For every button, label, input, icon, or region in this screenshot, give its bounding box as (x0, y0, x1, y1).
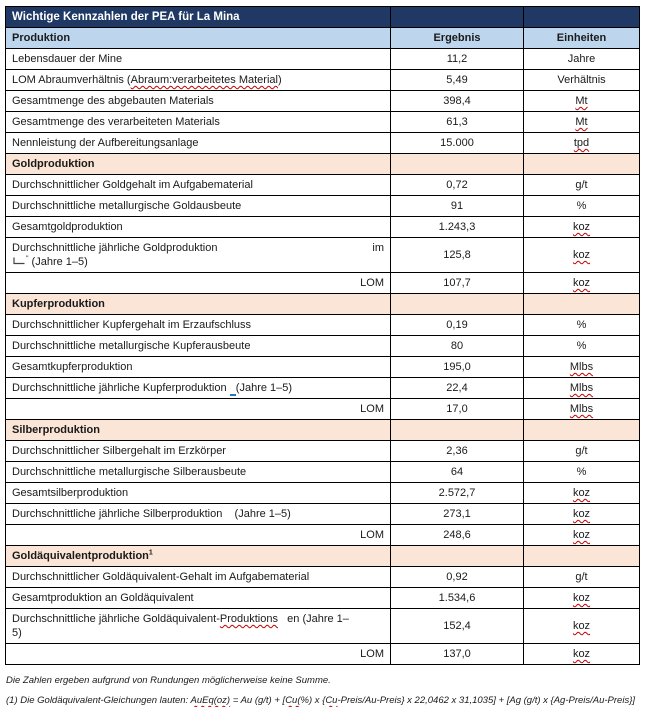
label-cell: Gesamtsilberproduktion (6, 483, 391, 504)
gold-equivalent-footnote: (1) Die Goldäquivalent-Gleichungen lauten: AuEq(oz) = Au (g/t) + [Cu(%) x {Cu-Preis/Au-Preis} x 22,0462 x 31,1035] + [Ag (g/t) x {Ag-Preis/Au-Preis}] (6, 695, 636, 706)
label-cell: LOM (6, 273, 391, 294)
value-cell: 195,0 (391, 357, 524, 378)
data-row (6, 70, 640, 91)
value-cell: 5,49 (391, 70, 524, 91)
value-cell: 64 (391, 462, 524, 483)
data-row (6, 483, 640, 504)
unit-cell: % (524, 315, 640, 336)
unit-cell (524, 294, 640, 315)
value-cell: 11,2 (391, 49, 524, 70)
unit-cell: Mlbs (524, 399, 640, 420)
label-cell: Gesamtproduktion an Goldäquivalent (6, 588, 391, 609)
unit-cell: Verhältnis (524, 70, 640, 91)
lom-row (6, 644, 640, 665)
label-cell: Nennleistung der Aufbereitungsanlage (6, 133, 391, 154)
value-cell: 137,0 (391, 644, 524, 665)
unit-cell: g/t (524, 175, 640, 196)
label-cell: Durchschnittlicher Silbergehalt im Erzkörper (6, 441, 391, 462)
unit-cell: Jahre (524, 49, 640, 70)
value-cell: 248,6 (391, 525, 524, 546)
data-row (6, 217, 640, 238)
lom-row (6, 399, 640, 420)
label-cell: Durchschnittliche metallurgische Goldausbeute (6, 196, 391, 217)
data-row (6, 504, 640, 525)
value-cell (391, 294, 524, 315)
label-cell: Goldäquivalentproduktion$^1$ (6, 546, 391, 567)
value-cell (391, 154, 524, 175)
value-cell: 152,4 (391, 609, 524, 644)
label-cell: LOM Abraumverhältnis (Abraum:verarbeitetes Material) (6, 70, 391, 91)
value-cell: 0,92 (391, 567, 524, 588)
label-cell: Gesamtkupferproduktion (6, 357, 391, 378)
column-header-row (6, 28, 640, 49)
section-header-row (6, 420, 640, 441)
unit-cell (524, 420, 640, 441)
label-cell: Gesamtmenge des verarbeiteten Materials (6, 112, 391, 133)
table-title-row (6, 7, 640, 28)
unit-cell: g/t (524, 567, 640, 588)
pea-key-figures-table (5, 6, 640, 665)
data-row (6, 462, 640, 483)
section-header-row (6, 154, 640, 175)
value-cell: 273,1 (391, 504, 524, 525)
unit-cell: Mt (524, 91, 640, 112)
label-second-line: " (Jahre 1–5) (12, 255, 384, 269)
label-cell: Gesamtmenge des abgebauten Materials (6, 91, 391, 112)
column-header-produktion: Produktion (6, 28, 391, 49)
label-second-line: 5) (12, 627, 22, 639)
data-row (6, 567, 640, 588)
label-cell: Durchschnittlicher Goldgehalt im Aufgabematerial (6, 175, 391, 196)
unit-cell: g/t (524, 441, 640, 462)
value-cell: 61,3 (391, 112, 524, 133)
data-row (6, 196, 640, 217)
data-row (6, 588, 640, 609)
label-cell: Lebensdauer der Mine (6, 49, 391, 70)
data-row (6, 609, 640, 644)
unit-cell: koz (524, 217, 640, 238)
unit-cell: % (524, 462, 640, 483)
label-cell: Durchschnittliche jährliche Kupferproduktion (Jahre 1–5) (6, 378, 391, 399)
data-row (6, 112, 640, 133)
value-cell: 125,8 (391, 238, 524, 273)
unit-cell: tpd (524, 133, 640, 154)
unit-cell: koz (524, 504, 640, 525)
data-row (6, 133, 640, 154)
label-cell: Durchschnittlicher Kupfergehalt im Erzaufschluss (6, 315, 391, 336)
unit-cell (524, 546, 640, 567)
label-cell: Silberproduktion (6, 420, 391, 441)
unit-cell: koz (524, 483, 640, 504)
data-row (6, 91, 640, 112)
table-title: Wichtige Kennzahlen der PEA für La Mina (6, 7, 391, 28)
footer-notes (6, 675, 638, 707)
data-row (6, 336, 640, 357)
data-row (6, 238, 640, 273)
value-cell (391, 420, 524, 441)
unit-cell: % (524, 196, 640, 217)
label-cell: Durchschnittlicher Goldäquivalent-Gehalt im Aufgabematerial (6, 567, 391, 588)
unit-cell (524, 154, 640, 175)
unit-cell: koz (524, 588, 640, 609)
value-cell: 15.000 (391, 133, 524, 154)
lom-row (6, 525, 640, 546)
label-cell: LOM (6, 399, 391, 420)
section-header-row (6, 546, 640, 567)
data-row (6, 175, 640, 196)
label-cell: Durchschnittliche jährliche Silberproduktion (Jahre 1–5) (6, 504, 391, 525)
label-cell: Goldproduktion (6, 154, 391, 175)
unit-cell: koz (524, 609, 640, 644)
unit-cell: koz (524, 273, 640, 294)
title-empty-cell (524, 7, 640, 28)
section-header-row (6, 294, 640, 315)
unit-cell: % (524, 336, 640, 357)
value-cell: 2,36 (391, 441, 524, 462)
unit-cell: koz (524, 644, 640, 665)
label-cell: Durchschnittliche metallurgische Kupferausbeute (6, 336, 391, 357)
data-row (6, 315, 640, 336)
value-cell: 1.243,3 (391, 217, 524, 238)
label-cell: Gesamtgoldproduktion (6, 217, 391, 238)
unit-cell: Mt (524, 112, 640, 133)
data-row (6, 49, 640, 70)
column-header-ergebnis: Ergebnis (391, 28, 524, 49)
title-empty-cell (391, 7, 524, 28)
unit-cell: Mlbs (524, 378, 640, 399)
unit-cell: koz (524, 525, 640, 546)
label-cell: LOM (6, 525, 391, 546)
value-cell: 1.534,6 (391, 588, 524, 609)
data-row (6, 357, 640, 378)
column-header-einheiten: Einheiten (524, 28, 640, 49)
value-cell (391, 546, 524, 567)
value-cell: 0,72 (391, 175, 524, 196)
data-row (6, 378, 640, 399)
rounding-note: Die Zahlen ergeben aufgrund von Rundungen möglicherweise keine Summe. (6, 675, 331, 686)
lom-row (6, 273, 640, 294)
label-cell: Durchschnittliche jährliche Goldäquivalent-Produktions en (Jahre 1– 5) (6, 609, 391, 644)
value-cell: 2.572,7 (391, 483, 524, 504)
value-cell: 91 (391, 196, 524, 217)
label-cell: Durchschnittliche metallurgische Silberausbeute (6, 462, 391, 483)
value-cell: 398,4 (391, 91, 524, 112)
label-cell: LOM (6, 644, 391, 665)
value-cell: 80 (391, 336, 524, 357)
value-cell: 22,4 (391, 378, 524, 399)
unit-cell: Mlbs (524, 357, 640, 378)
value-cell: 17,0 (391, 399, 524, 420)
label-cell: Durchschnittliche jährliche Goldproduktion im " (Jahre 1–5) (6, 238, 391, 273)
label-cell: Kupferproduktion (6, 294, 391, 315)
line-break-icon (12, 255, 25, 269)
data-row (6, 441, 640, 462)
value-cell: 107,7 (391, 273, 524, 294)
unit-cell: koz (524, 238, 640, 273)
value-cell: 0,19 (391, 315, 524, 336)
